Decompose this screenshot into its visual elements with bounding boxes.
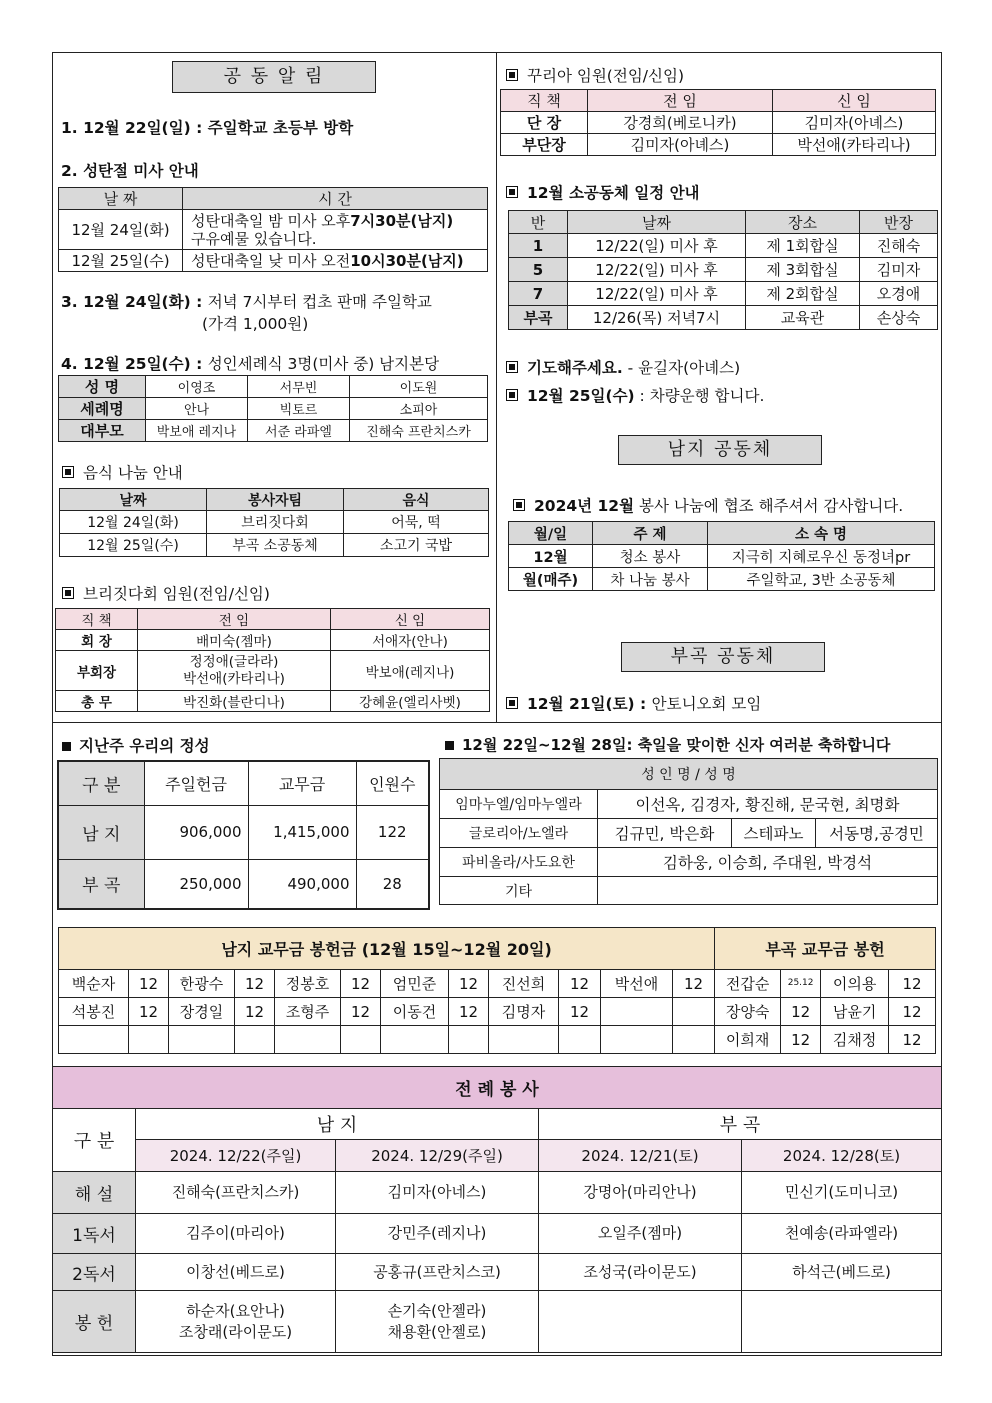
liturgy-person: 강민주(레지나) bbox=[387, 1224, 487, 1242]
feast-saint: 기타 bbox=[440, 877, 598, 905]
liturgy-person: 손기숙(안젤라) bbox=[387, 1301, 487, 1320]
dues-cell: 이희재 bbox=[715, 1026, 781, 1054]
offering-dues: 1,415,000 bbox=[248, 805, 356, 859]
liturgy-bugok: 부 곡 bbox=[539, 1109, 942, 1140]
baptism-cell: 서준 라파엘 bbox=[248, 420, 350, 442]
dues-cell: 12 bbox=[889, 998, 936, 1026]
offering-count: 122 bbox=[356, 805, 429, 859]
square-bullet-icon bbox=[506, 697, 518, 709]
liturgy-cell bbox=[539, 1172, 742, 1214]
food-header: 날짜 bbox=[60, 489, 207, 511]
notice-item-2: 2. 성탄절 미사 안내 bbox=[61, 162, 199, 180]
dues-cell: 조형주 bbox=[275, 998, 341, 1026]
community-group: 1 bbox=[509, 234, 568, 258]
baptism-cell: 안나 bbox=[146, 398, 248, 420]
bridget-table bbox=[55, 608, 490, 712]
baptism-cell: 소피아 bbox=[350, 398, 488, 420]
square-bullet-icon bbox=[506, 186, 518, 198]
liturgy-cell bbox=[136, 1291, 336, 1353]
baptism-cell: 빅토르 bbox=[248, 398, 350, 420]
feast-names: 이선옥, 김경자, 황진해, 문국현, 최명화 bbox=[598, 790, 938, 819]
community-header: 반장 bbox=[860, 211, 938, 234]
volunteer-group: 지극히 지혜로우신 동정녀pr bbox=[708, 545, 935, 568]
bridget-role: 회 장 bbox=[56, 630, 138, 651]
dues-cell bbox=[559, 1026, 601, 1054]
liturgy-cell bbox=[336, 1254, 539, 1291]
liturgy-cell bbox=[539, 1291, 742, 1353]
offering-label: 부 곡 bbox=[58, 859, 144, 909]
feast-saint: 임마누엘/임마누엘라 bbox=[440, 790, 598, 819]
volunteer-topic: 청소 봉사 bbox=[593, 545, 708, 568]
liturgy-cell bbox=[539, 1214, 742, 1254]
dues-cell bbox=[59, 1026, 129, 1054]
dues-cell: 진선희 bbox=[489, 970, 559, 998]
food-cell: 12월 25일(수) bbox=[60, 534, 207, 557]
food-header: 봉사자팀 bbox=[207, 489, 344, 511]
dues-cell: 12 bbox=[341, 970, 381, 998]
left-title: 공 동 알 림 bbox=[172, 61, 376, 93]
notice-item-4: 4. 12월 25일(수) : 성인세례식 3명(미사 중) 남지본당 bbox=[61, 355, 440, 373]
feast-names: 서동명,공경민 bbox=[816, 819, 938, 848]
community-leader: 오경애 bbox=[860, 282, 938, 306]
bridget-prev: 박진화(블란디나) bbox=[138, 691, 331, 712]
prayer-request: 기도해주세요. - 윤길자(아녜스) bbox=[506, 356, 740, 378]
bridget-header: 전 임 bbox=[138, 609, 331, 630]
baptism-table bbox=[58, 375, 488, 442]
dues-cell: 이동건 bbox=[381, 998, 449, 1026]
feast-names: 김규민, 박은화 bbox=[598, 819, 732, 848]
curia-header: 전 임 bbox=[588, 90, 773, 112]
dues-cell bbox=[673, 998, 715, 1026]
baptism-label: 성 명 bbox=[59, 376, 146, 398]
dues-cell: 엄민준 bbox=[381, 970, 449, 998]
liturgy-cell bbox=[336, 1172, 539, 1214]
dues-cell: 전갑순 bbox=[715, 970, 781, 998]
dues-cell: 김채정 bbox=[821, 1026, 889, 1054]
liturgy-person: 하석근(베드로) bbox=[792, 1262, 891, 1281]
volunteer-date: 12월 bbox=[509, 545, 593, 568]
curia-next: 박선애(카타리나) bbox=[773, 134, 936, 156]
notice-item-1: 1. 12월 22일(일) : 주일학교 초등부 방학 bbox=[61, 119, 354, 137]
baptism-cell: 이영조 bbox=[146, 376, 248, 398]
community-date: 12/22(일) 미사 후 bbox=[568, 282, 746, 306]
liturgy-cell bbox=[336, 1214, 539, 1254]
liturgy-date: 2024. 12/22(주일) bbox=[136, 1140, 336, 1172]
square-bullet-icon bbox=[506, 69, 518, 81]
liturgy-person: 김미자(아네스) bbox=[387, 1183, 487, 1201]
feast-title: 12월 22일~12월 28일: 축일을 맞이한 신자 여러분 축하합니다 bbox=[445, 734, 890, 755]
dues-cell: 박선애 bbox=[601, 970, 673, 998]
bridget-next: 서애자(안나) bbox=[331, 630, 490, 651]
liturgy-person: 김주이(마리아) bbox=[186, 1224, 285, 1242]
bugok-title: 부곡 공동체 bbox=[621, 642, 825, 672]
liturgy-person: 천예송(라파엘라) bbox=[784, 1224, 899, 1242]
community-header: 반 bbox=[509, 211, 568, 234]
offering-header: 구 분 bbox=[58, 761, 144, 805]
notice-item-3-price: (가격 1,000원) bbox=[202, 315, 309, 333]
feast-names bbox=[598, 877, 938, 905]
dues-cell: 12 bbox=[235, 998, 275, 1026]
curia-role: 부단장 bbox=[501, 134, 588, 156]
square-bullet-icon bbox=[62, 587, 74, 599]
namji-title: 남지 공동체 bbox=[618, 435, 822, 465]
liturgy-person: 민신기(도미니코) bbox=[784, 1183, 899, 1201]
dues-cell: 12 bbox=[129, 998, 169, 1026]
community-place: 교육관 bbox=[746, 306, 860, 330]
liturgy-table bbox=[52, 1066, 942, 1353]
offering-table bbox=[57, 760, 430, 910]
liturgy-role: 해 설 bbox=[53, 1172, 136, 1214]
dues-cell bbox=[169, 1026, 235, 1054]
bridget-header: 신 임 bbox=[331, 609, 490, 630]
offering-sunday: 906,000 bbox=[144, 805, 248, 859]
community-date: 12/22(일) 미사 후 bbox=[568, 234, 746, 258]
liturgy-role: 1독서 bbox=[53, 1214, 136, 1254]
food-cell: 부곡 소공동체 bbox=[207, 534, 344, 557]
feast-names: 스테파노 bbox=[732, 819, 816, 848]
bus-notice: 12월 25일(수) : 차량운행 합니다. bbox=[506, 384, 764, 406]
liturgy-date: 2024. 12/29(주일) bbox=[336, 1140, 539, 1172]
liturgy-cell bbox=[136, 1254, 336, 1291]
dues-cell: 12 bbox=[449, 970, 489, 998]
liturgy-cell bbox=[742, 1254, 942, 1291]
dues-namji-title: 남지 교무금 봉헌금 (12월 15일~12월 20일) bbox=[59, 928, 715, 970]
liturgy-cell bbox=[742, 1214, 942, 1254]
dues-cell: 한광수 bbox=[169, 970, 235, 998]
community-title: 12월 소공동체 일정 안내 bbox=[506, 181, 700, 203]
square-bullet-icon bbox=[506, 361, 518, 373]
community-date: 12/22(일) 미사 후 bbox=[568, 258, 746, 282]
baptism-cell: 서무빈 bbox=[248, 376, 350, 398]
bridget-next: 강혜윤(엘리사벳) bbox=[331, 691, 490, 712]
dues-cell bbox=[381, 1026, 449, 1054]
mass-time: 성탄대축일 낮 미사 오전10시30분(남지) bbox=[183, 250, 488, 272]
thanks-notice: 2024년 12월 봉사 나눔에 협조 해주셔서 감사합니다. bbox=[513, 494, 903, 516]
liturgy-person: 오일주(젬마) bbox=[597, 1224, 683, 1242]
bridget-title: 브리짓다회 임원(전임/신임) bbox=[62, 582, 270, 604]
offering-label: 남 지 bbox=[58, 805, 144, 859]
liturgy-date: 2024. 12/28(토) bbox=[742, 1140, 942, 1172]
dues-cell: 이의용 bbox=[821, 970, 889, 998]
food-title: 음식 나눔 안내 bbox=[62, 461, 183, 483]
curia-role: 단 장 bbox=[501, 112, 588, 134]
dues-cell: 12 bbox=[235, 970, 275, 998]
dues-cell bbox=[341, 1026, 381, 1054]
liturgy-col-label: 구 분 bbox=[53, 1109, 136, 1172]
community-group: 7 bbox=[509, 282, 568, 306]
dues-cell: 12 bbox=[341, 998, 381, 1026]
food-header: 음식 bbox=[344, 489, 489, 511]
bugok-notice: 12월 21일(토) : 안토니오회 모임 bbox=[506, 692, 761, 714]
bridget-prev: 배미숙(젬마) bbox=[138, 630, 331, 651]
bridget-header: 직 책 bbox=[56, 609, 138, 630]
bridget-prev: 정정애(글라라) 박선애(카타리나) bbox=[138, 651, 331, 691]
square-bullet-icon bbox=[62, 466, 74, 478]
dues-cell bbox=[489, 1026, 559, 1054]
liturgy-person: 강명아(마리안나) bbox=[583, 1183, 697, 1201]
feast-names: 김하웅, 이승희, 주대원, 박경석 bbox=[598, 848, 938, 877]
community-leader: 김미자 bbox=[860, 258, 938, 282]
mass-header-time: 시 간 bbox=[183, 188, 488, 210]
baptism-cell: 이도원 bbox=[350, 376, 488, 398]
volunteer-date: 월(매주) bbox=[509, 568, 593, 591]
community-date: 12/26(목) 저녁7시 bbox=[568, 306, 746, 330]
volunteer-header: 소 속 명 bbox=[708, 522, 935, 545]
feast-header: 성 인 명 / 성 명 bbox=[440, 759, 938, 790]
bridget-role: 부회장 bbox=[56, 651, 138, 691]
offering-title: 지난주 우리의 정성 bbox=[62, 734, 210, 756]
bridget-next: 박보애(레지나) bbox=[331, 651, 490, 691]
square-bullet-icon bbox=[506, 389, 518, 401]
feast-saint: 파비올라/사도요한 bbox=[440, 848, 598, 877]
baptism-label: 대부모 bbox=[59, 420, 146, 442]
community-place: 제 1회합실 bbox=[746, 234, 860, 258]
curia-prev: 강경희(베로니카) bbox=[588, 112, 773, 134]
mass-date: 12월 24일(화) bbox=[59, 210, 183, 250]
volunteer-header: 주 제 bbox=[593, 522, 708, 545]
dues-cell bbox=[129, 1026, 169, 1054]
dues-cell: 12 bbox=[559, 970, 601, 998]
baptism-cell: 진해숙 프란치스카 bbox=[350, 420, 488, 442]
curia-next: 김미자(아녜스) bbox=[773, 112, 936, 134]
curia-title: 꾸리아 임원(전임/신임) bbox=[506, 64, 684, 86]
mass-time: 성탄대축일 밤 미사 오후7시30분(남지) 구유예물 있습니다. bbox=[183, 210, 488, 250]
volunteer-topic: 차 나눔 봉사 bbox=[593, 568, 708, 591]
liturgy-person: 조성국(라이문도) bbox=[583, 1262, 697, 1281]
food-table bbox=[59, 488, 489, 557]
column-divider bbox=[496, 52, 497, 722]
mass-table bbox=[58, 187, 488, 272]
feast-saint: 글로리아/노엘라 bbox=[440, 819, 598, 848]
dues-cell: 백순자 bbox=[59, 970, 129, 998]
volunteer-group: 주일학교, 3반 소공동체 bbox=[708, 568, 935, 591]
offering-header: 인원수 bbox=[356, 761, 429, 805]
dues-cell: 25.12 bbox=[781, 970, 821, 998]
dues-cell: 석봉진 bbox=[59, 998, 129, 1026]
curia-prev: 김미자(아녜스) bbox=[588, 134, 773, 156]
food-cell: 브리짓다회 bbox=[207, 511, 344, 534]
liturgy-cell bbox=[539, 1254, 742, 1291]
dues-cell: 남윤기 bbox=[821, 998, 889, 1026]
dues-cell: 12 bbox=[673, 970, 715, 998]
liturgy-cell bbox=[136, 1214, 336, 1254]
offering-sunday: 250,000 bbox=[144, 859, 248, 909]
liturgy-role: 봉 헌 bbox=[53, 1291, 136, 1353]
food-cell: 어묵, 떡 bbox=[344, 511, 489, 534]
square-bullet-icon bbox=[445, 741, 454, 750]
dues-cell: 김명자 bbox=[489, 998, 559, 1026]
notice-item-3: 3. 12월 24일(화) : 저녁 7시부터 컵초 판매 주일학교 bbox=[61, 293, 432, 311]
liturgy-role: 2독서 bbox=[53, 1254, 136, 1291]
curia-table bbox=[500, 89, 936, 156]
offering-dues: 490,000 bbox=[248, 859, 356, 909]
liturgy-cell bbox=[742, 1172, 942, 1214]
curia-header: 신 임 bbox=[773, 90, 936, 112]
dues-bugok-title: 부곡 교무금 봉헌 bbox=[715, 928, 936, 970]
community-leader: 손상숙 bbox=[860, 306, 938, 330]
dues-cell: 12 bbox=[559, 998, 601, 1026]
dues-cell: 12 bbox=[889, 970, 936, 998]
dues-cell: 12 bbox=[781, 1026, 821, 1054]
dues-cell bbox=[449, 1026, 489, 1054]
liturgy-person: 하순자(요안나) bbox=[186, 1301, 285, 1320]
community-leader: 진해숙 bbox=[860, 234, 938, 258]
dues-cell: 12 bbox=[449, 998, 489, 1026]
dues-cell: 12 bbox=[889, 1026, 936, 1054]
liturgy-namji: 남 지 bbox=[136, 1109, 539, 1140]
mass-date: 12월 25일(수) bbox=[59, 250, 183, 272]
bridget-role: 총 무 bbox=[56, 691, 138, 712]
offering-count: 28 bbox=[356, 859, 429, 909]
liturgy-person: 채용환(안젤로) bbox=[387, 1322, 487, 1341]
volunteer-header: 월/일 bbox=[509, 522, 593, 545]
dues-table bbox=[58, 927, 936, 1054]
baptism-label: 세례명 bbox=[59, 398, 146, 420]
dues-cell bbox=[673, 1026, 715, 1054]
community-group: 부곡 bbox=[509, 306, 568, 330]
liturgy-date: 2024. 12/21(토) bbox=[539, 1140, 742, 1172]
liturgy-person: 조창래(라이문도) bbox=[178, 1322, 293, 1341]
liturgy-person: 이창선(베드로) bbox=[186, 1262, 285, 1281]
community-place: 제 3회합실 bbox=[746, 258, 860, 282]
liturgy-person: 진해숙(프란치스카) bbox=[171, 1183, 300, 1201]
dues-cell bbox=[601, 1026, 673, 1054]
community-header: 장소 bbox=[746, 211, 860, 234]
feast-table bbox=[439, 758, 938, 905]
community-place: 제 2회합실 bbox=[746, 282, 860, 306]
volunteer-table bbox=[508, 521, 935, 591]
mass-header-date: 날 짜 bbox=[59, 188, 183, 210]
community-group: 5 bbox=[509, 258, 568, 282]
square-bullet-icon bbox=[62, 742, 71, 751]
curia-header: 직 책 bbox=[501, 90, 588, 112]
liturgy-cell bbox=[336, 1291, 539, 1353]
community-table bbox=[508, 210, 938, 330]
dues-cell: 장경일 bbox=[169, 998, 235, 1026]
liturgy-cell bbox=[742, 1291, 942, 1353]
square-bullet-icon bbox=[513, 499, 525, 511]
liturgy-title: 전 례 봉 사 bbox=[53, 1067, 942, 1109]
dues-cell bbox=[601, 998, 673, 1026]
dues-cell bbox=[275, 1026, 341, 1054]
offering-header: 주일헌금 bbox=[144, 761, 248, 805]
liturgy-cell bbox=[136, 1172, 336, 1214]
dues-cell bbox=[235, 1026, 275, 1054]
dues-cell: 정봉호 bbox=[275, 970, 341, 998]
food-cell: 12월 24일(화) bbox=[60, 511, 207, 534]
section-divider bbox=[52, 722, 942, 723]
offering-header: 교무금 bbox=[248, 761, 356, 805]
liturgy-person: 공홍규(프란치스코) bbox=[373, 1262, 501, 1281]
food-cell: 소고기 국밥 bbox=[344, 534, 489, 557]
community-header: 날짜 bbox=[568, 211, 746, 234]
dues-cell: 장양숙 bbox=[715, 998, 781, 1026]
baptism-cell: 박보애 레지나 bbox=[146, 420, 248, 442]
dues-cell: 12 bbox=[129, 970, 169, 998]
dues-cell: 12 bbox=[781, 998, 821, 1026]
